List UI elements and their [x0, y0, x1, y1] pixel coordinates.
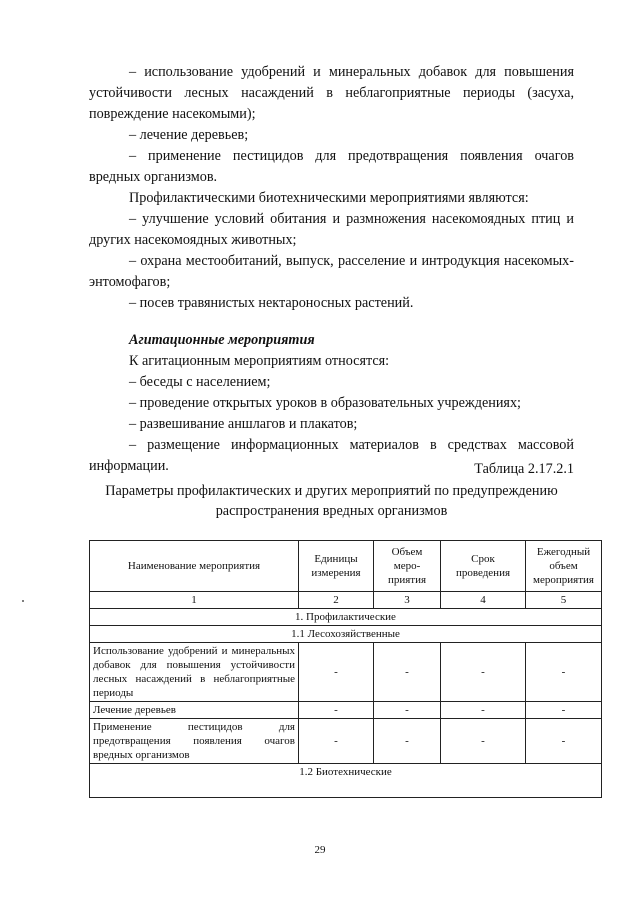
list-item-posters: – развешивание аншлагов и плакатов;: [129, 416, 358, 432]
list-item-birds: – улучшение условий обитания и размножения насекомоядных птиц и других насекомоядных животных;: [89, 211, 574, 248]
row-value: -: [299, 643, 374, 702]
table-row: [90, 719, 602, 764]
list-item-entomophages: – охрана местообитаний, выпуск, расселение и интродукция насекомых-энтомофагов;: [89, 253, 574, 290]
header-name: Наименование мероприятия: [90, 541, 299, 592]
row-name: Лечение деревьев: [90, 702, 299, 719]
section-row: [90, 609, 602, 626]
list-item-talks: – беседы с населением;: [129, 374, 271, 390]
row-value: -: [374, 702, 441, 719]
row-value: -: [299, 719, 374, 764]
table-label: Таблица 2.17.2.1: [474, 461, 574, 477]
scan-speck: [22, 600, 24, 602]
header-units: Единицы измерения: [299, 541, 374, 592]
row-value: -: [374, 643, 441, 702]
table-row: [90, 702, 602, 719]
col-number: 1: [90, 592, 299, 609]
row-value: -: [526, 702, 602, 719]
list-item-media: – размещение информационных материалов в средствах массовой информации.: [89, 437, 574, 474]
column-number-row: [90, 592, 602, 609]
paragraph-agitation-intro: К агитационным мероприятиям относятся:: [129, 353, 390, 369]
header-annual-volume: Ежегодный объем мероприятия: [526, 541, 602, 592]
col-number: 2: [299, 592, 374, 609]
col-number: 5: [526, 592, 602, 609]
col-number: 3: [374, 592, 441, 609]
page-number: 29: [314, 844, 326, 856]
header-volume: Объем меро-приятия: [374, 541, 441, 592]
row-value: -: [441, 719, 526, 764]
row-value: -: [299, 702, 374, 719]
section-heading-agitation: Агитационные мероприятия: [129, 332, 315, 348]
header-term: Срок проведения: [441, 541, 526, 592]
subsection-row: [90, 626, 602, 643]
row-value: -: [441, 702, 526, 719]
paragraph-biotech-intro: Профилактическими биотехническими мероприятиями являются:: [129, 190, 529, 206]
table-title: Параметры профилактических и других мероприятий по предупреждению распространения вредных организмов: [105, 483, 558, 519]
parameters-table: [89, 540, 602, 798]
col-number: 4: [441, 592, 526, 609]
list-item-open-lessons: – проведение открытых уроков в образовательных учреждениях;: [129, 395, 521, 411]
list-item-tree-treatment: – лечение деревьев;: [129, 127, 249, 143]
row-name: Применение пестицидов для предотвращения появления очагов вредных организмов: [90, 719, 299, 764]
subsection-biotech: 1.2 Биотехнические: [90, 764, 602, 798]
table-row: [90, 643, 602, 702]
list-item-fertilizers: – использование удобрений и минеральных добавок для повышения устойчивости лесных насаждений в неблагоприятные периоды (засуха, повреждение насекомыми);: [89, 64, 574, 122]
body-text-block-1: [89, 62, 574, 477]
row-value: -: [374, 719, 441, 764]
list-item-nectar-plants: – посев травянистых нектароносных растений.: [129, 295, 414, 311]
row-value: -: [441, 643, 526, 702]
row-name: Использование удобрений и минеральных добавок для повышения устойчивости лесных насаждений в неблагоприятные периоды: [90, 643, 299, 702]
section-prophylactic: 1. Профилактические: [90, 609, 602, 626]
row-value: -: [526, 719, 602, 764]
list-item-pesticides: – применение пестицидов для предотвращения появления очагов вредных организмов.: [89, 148, 574, 185]
row-value: -: [526, 643, 602, 702]
subsection-forestry: 1.1 Лесохозяйственные: [90, 626, 602, 643]
subsection-row: [90, 764, 602, 798]
table-header-row: [90, 541, 602, 592]
